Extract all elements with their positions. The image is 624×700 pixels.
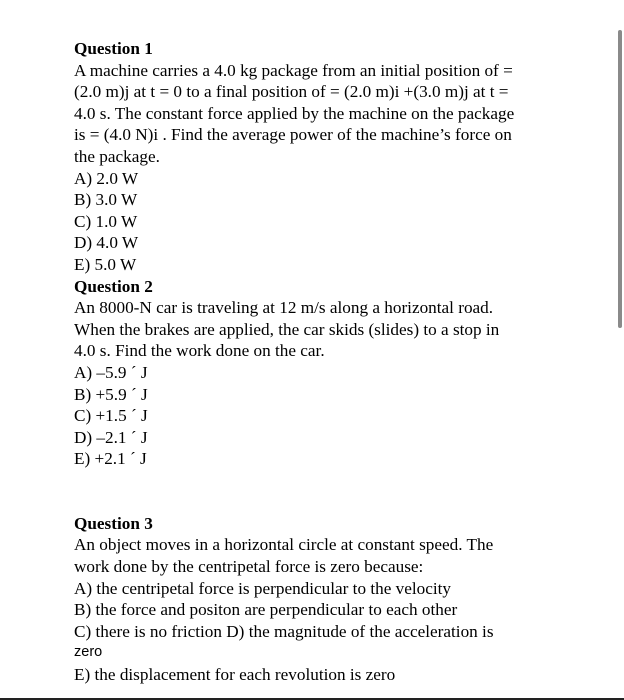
answer-option: C) 1.0 W xyxy=(74,211,138,231)
question-text-line: An 8000-N car is traveling at 12 m/s along a horizontal road. xyxy=(74,298,494,318)
question-title: Question 2 xyxy=(74,276,153,296)
answer-option: C) there is no friction D) the magnitude of the acceleration is xyxy=(74,621,494,641)
question-text-line: is = (4.0 N)i . Find the average power of the machine’s force on xyxy=(74,125,512,145)
question-text-line: 4.0 s. Find the work done on the car. xyxy=(74,341,325,361)
answer-option: B) +5.9 ´ J xyxy=(74,384,148,404)
question-text-line: An object moves in a horizontal circle at constant speed. The xyxy=(74,535,494,555)
answer-option: E) the displacement for each revolution is zero xyxy=(74,665,396,685)
answer-option: E) +2.1 ´ J xyxy=(74,449,147,469)
question-text-line: (2.0 m)j at t = 0 to a final position of = (2.0 m)i +(3.0 m)j at t = xyxy=(74,82,509,102)
answer-option: B) 3.0 W xyxy=(74,190,138,210)
blank-gap xyxy=(74,470,614,513)
answer-option: A) –5.9 ´ J xyxy=(74,362,148,382)
question-3 xyxy=(74,513,614,686)
document-page xyxy=(74,38,614,686)
question-text-line: When the brakes are applied, the car skids (slides) to a stop in xyxy=(74,319,500,339)
question-title: Question 3 xyxy=(74,513,153,533)
question-text-line: work done by the centripetal force is zero because: xyxy=(74,557,424,577)
question-title: Question 1 xyxy=(74,39,153,58)
answer-option-continuation: zero xyxy=(74,644,103,661)
answer-option: D) 4.0 W xyxy=(74,233,139,253)
answer-option: A) the centripetal force is perpendicular to the velocity xyxy=(74,578,452,598)
question-text-line: the package. xyxy=(74,146,160,166)
question-text-line: 4.0 s. The constant force applied by the machine on the package xyxy=(74,103,515,123)
answer-option: A) 2.0 W xyxy=(74,168,139,188)
answer-option: B) the force and positon are perpendicular to each other xyxy=(74,600,458,620)
answer-option: D) –2.1 ´ J xyxy=(74,427,148,447)
question-2 xyxy=(74,276,614,470)
question-1 xyxy=(74,38,614,276)
answer-option: E) 5.0 W xyxy=(74,254,137,274)
answer-option: C) +1.5 ´ J xyxy=(74,406,148,426)
vertical-scrollbar[interactable] xyxy=(618,30,622,328)
question-text-line: A machine carries a 4.0 kg package from an initial position of = xyxy=(74,60,513,80)
